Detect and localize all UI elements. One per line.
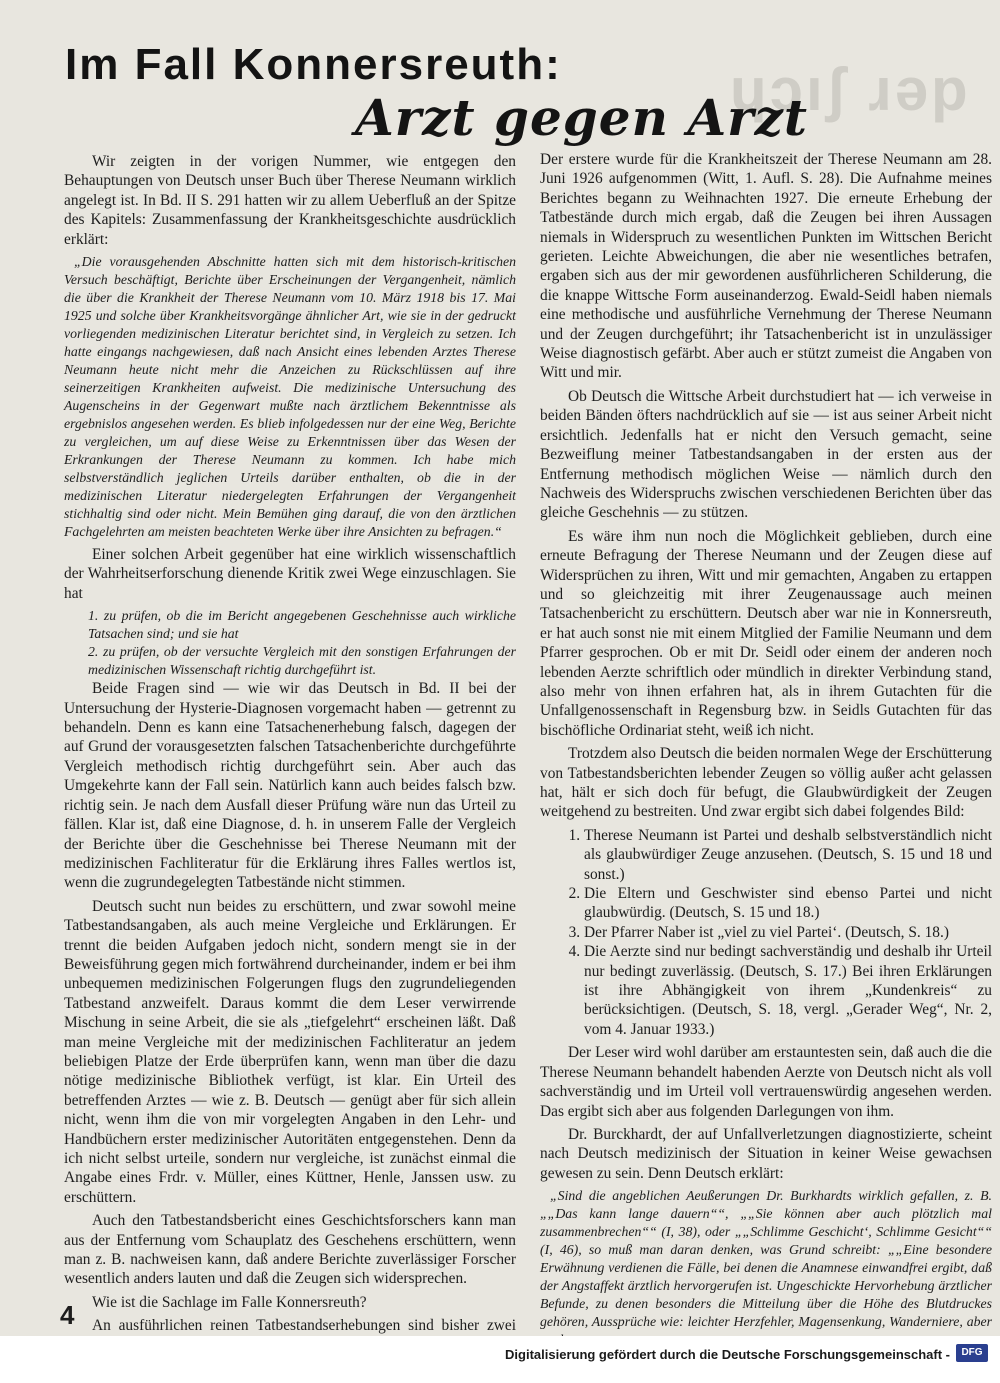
paragraph: Es wäre ihm nun noch die Möglichkeit geblieben, durch eine erneute Befragung der Therese Neumann und der Zeugen diese auf Widersprüchen zu ihren, Witt und mir gemachten, Angaben zu ertappen und so gleichzeitig mit ihrer Zeugenaussage auch meinen Tatsachenbericht zu erschüttern. Deutsch aber war nie in Konnersreuth, er hat auch sonst nie mit einem Mitglied der Familie Neumann und dem Pfarrer gesprochen. Ob er mit Dr. Seidl oder einem der anderen noch lebenden Aerzte schriftlich oder mündlich in direkter Verbindung stand, also mehr von ihnen erfahren hat, als in ihrem Gutachten für die Unfallgenossenschaft in Regensburg bzw. in Seidls Gutachten für das bischöfliche Ordinariat steht, weiß ich nicht. (540, 527, 992, 739)
condition-item: 1. zu prüfen, ob die im Bericht angegebenen Geschehnisse auch wirkliche Tatsachen sind; und sie hat (88, 608, 516, 642)
paragraph: Ob Deutsch die Wittsche Arbeit durchstudiert hat — ich verweise in beiden Bänden öfters nachdrücklich auf sie — ist aus seiner Arbeit nicht ersichtlich. Jedenfalls hat er nicht den Versuch gemacht, seine Bezweiflung meiner Tatbestandsangaben in der ersten aus der Entfernung methodisch möglichen Weise — nämlich durch den Nachweis des Widerspruchs zwischen verschiedenen Berichten über das gleiche Geschehnis — zu stützen. (540, 387, 992, 522)
paragraph: Trotzdem also Deutsch die beiden normalen Wege der Erschütterung von Tatbestandsberichten lebender Zeugen so völlig außer acht gelassen hat, hält er sich doch für befugt, die Glaubwürdigkeit der Zeugen weitgehend zu bestreiten. Und zwar ergibt sich dabei folgendes Bild: (540, 745, 992, 821)
article-subheadline: Arzt gegen Arzt (355, 88, 808, 147)
paragraph: Einer solchen Arbeit gegenüber hat eine wirklich wissenschaftlich der Wahrheitserforschung dienende Kritik zwei Wege einzuschlagen. Sie hat (64, 546, 516, 602)
page-number: 4 (60, 1300, 75, 1330)
paragraph: Beide Fragen sind — wie wir das Deutsch in Bd. II bei der Untersuchung der Hysterie-Diagnosen vorgemacht haben — getrennt zu behandeln. Denn es kann eine Tatsachenerhebung falsch, dagegen der auf Grund der vorausgesetzten falschen Tatsachenberichte durchgeführte Vergleich methodisch richtig durchgeführt sein. Aber auch das Umgekehrte kann der Fall sein. Natürlich kann auch beides falsch bzw. richtig sein. Je nach dem Ausfall dieser Prüfung wäre nun das Urteil zu fällen. Klar ist, daß eine Diagnose, d. h. in unserem Falle der Vergleich der Berichte über die Geschehnisse bei Therese Neumann mit der medizinischen Fachliteratur für die Erklärung ihres Falles wertlos ist, wenn die zugrundegelegten Tatbestände nicht stimmen. (64, 680, 516, 892)
paragraph: Der erstere wurde für die Krankheitszeit der Therese Neumann am 28. Juni 1926 aufgenommen (Witt, 1. Aufl. S. 28). Die Aufnahme meines Berichtes begann zu Weihnachten 1927. Die erneute Erhebung der Tatbestände durch mich ergab, daß die Zeugen bei ihren Aussagen niemals in Widerspruch zu wesentlichen Punkten im Wittschen Bericht gerieten. Leichte Abweichungen, die aber nie wesentliches betrafen, ergaben sich aus der mir gewordenen ausführlicheren Schilderung, die die knappe Wittsche Form auseinanderzog. Ewald-Seidl haben niemals eine methodische und ausführliche Vernehmung der Therese Neumann und der Zeugen durchgeführt; ihr Tatsachenbericht ist in unzulässiger Weise diagnostisch gefärbt. Aber auch er stützt zumeist die Angaben von Witt und mir. (540, 151, 992, 382)
condition-item: 2. zu prüfen, ob der versuchte Vergleich mit den sonstigen Erfahrungen der medizinischen Wissenschaft richtig durchgeführt ist. (88, 644, 516, 678)
block-quote: „Sind die angeblichen Aeußerungen Dr. Burkhardts wirklich gefallen, z. B. „„Das kann lange dauern““, „„Sie können aber auch plötzlich mal zusammenbrechen““ (I, 38), oder „„Schlimme Geschicht‘, Schlimme Gesicht““ (I, 46), so muß man daran denken, was Grund schreibt: „„Eine besondere Erwähnung verdienen die Fälle, bei denen die Anamnese einwandfrei ergibt, daß der Angstaffekt ärztlich hervorgerufen ist. Ungeschickte Hervorhebung ärztlicher Befunde, zu denen besonders die Mitteilung über die Höhe des Blutdruckes gehören, Aussprüche wie: leichter Herzfehler, Magensenkung, Wanderniere, aber (540, 1188, 992, 1330)
paragraph: Der Leser wird wohl darüber am erstauntesten sein, daß auch die die Therese Neumann behandelt habenden Aerzte von Deutsch nicht als voll sachverständig und im Urteil voll vertrauenswürdig angesehen werden. Das ergibt sich aber aus folgenden Darlegungen von ihm. (540, 1044, 992, 1120)
dfg-logo-icon: DFG (956, 1344, 988, 1362)
article-headline: Im Fall Konnersreuth: (65, 40, 562, 89)
block-quote: „Die vorausgehenden Abschnitte hatten sich mit dem historisch-kritischen Versuch beschäftigt, Berichte über Erscheinungen der Vergangenheit, nämlich die über die Krankheit der Therese Neumann vom 10. März 1918 bis 17. Mai 1925 und solche über Krankheitsvorgänge ähnlicher Art, wie sie in der gedruckt vorliegenden medizinischen Literatur berichtet sind, in Vergleich zu setzen. Ich hatte eingangs nachgewiesen, daß nach Ansicht eines lebenden Arztes Therese Neumann heute nicht mehr die Anzeichen zu Rückschlüssen auf ihre seinerzeitigen Krankheiten aufweist. Die medizinische Untersuchung des Augenscheins in der Gegenwart mußte nach ärztlichem Bekenntnisse als ergebnislos angesehen werden. Es blieb infolgedessen nur der eine Weg, Berichte zu vergleichen, um auf diese Weise zu Erkenntnissen über das Wesen der Erkrankungen der Therese Neumann zu kommen. Ich habe mich selbstverständlich jeglichen Urteils darüber enthalten, ob die in der medizinischen Literatur niedergelegten Erfahrungen der Vergangenheit stichhaltig sind oder nicht. Mein Bemühen ging darauf, die von den ärztlichen Fachgelehrten am meisten beachteten Werke über ihre Ansichten zu befragen.“ (64, 254, 516, 540)
list-item: 2. Die Eltern und Geschwister sind ebenso Partei und nicht glaubwürdig. (Deutsch, S. 15 und 18.) (584, 884, 992, 923)
paragraph: Dr. Burckhardt, der auf Unfallverletzungen diagnostizierte, scheint nach Deutsch medizinisch der Situation in keiner Weise gewachsen gewesen zu sein. Denn Deutsch erklärt: (540, 1125, 992, 1182)
list-item: 3. Der Pfarrer Naber ist „viel zu viel Partei‘. (Deutsch, S. 18.) (584, 923, 992, 942)
paragraph: Wir zeigten in der vorigen Nummer, wie entgegen den Behauptungen von Deutsch unser Buch über Therese Neumann wirklich angelegt ist. In Bd. II S. 291 hatten wir zu allem Ueberfluß an der Spitze des Kapitels: Zusammenfassung der Krankheitsgeschichte ausdrücklich erklärt: (64, 153, 516, 248)
numbered-list (540, 826, 992, 1039)
paragraph: Auch den Tatbestandsbericht eines Geschichtsforschers kann man aus der Entfernung vom Schauplatz des Geschehens erschüttern, wenn man z. B. nachweisen kann, daß andere Berichte zuverlässiger Forscher wesentlich anders lauten und daß die Zeugen sich widersprechen. (64, 1212, 516, 1288)
bleed-through-text: ɥɔıʃ ɹǝp (730, 56, 971, 123)
footer-credit-text: Digitalisierung gefördert durch die Deutsche Forschungsgemeinschaft - (505, 1347, 950, 1362)
paragraph: An ausführlichen reinen Tatbestandserhebungen sind bisher zwei (92, 1317, 516, 1335)
right-column (540, 150, 992, 1330)
paragraph: Wie ist die Sachlage im Falle Konnersreuth? (92, 1293, 367, 1311)
paragraph: Deutsch sucht nun beides zu erschüttern, und zwar sowohl meine Tatbestandsangaben, als auch meine Vergleiche und Erklärungen. Er trennt die beiden Aufgaben jedoch nicht, sondern mengt sie in der Beweisführung gegen mich fortwährend durcheinander, indem er bei ihm unbequemen medizinischen Folgerungen flugs den zugrundeliegenden Tatbestand anzweifelt. Daraus kommt die dem Leser verwirrende Mischung in seine Arbeit, die sie als „tiefgelehrt“ erscheinen läßt. Daß man meine Vergleiche mit der medizinischen Fachliteratur an jedem beliebigen Platze der Erde überprüfen kann, wenn man über die dazu nötige medizinische Bibliothek verfügt, ist klar. Ein Urteil des betreffenden Arztes — wie z. B. Deutsch — genügt aber für sich allein nicht, wenn ihm die von mir vorgelegten Angaben in den Lehr- und Handbüchern erster medizinischer Autoritäten entgegenstehen. Denn da ich nicht selbst urteile, sondern nur vergleiche, ist zunächst einmal die Angabe eines Frdr. v. Müller, eines Küttner, Henle, Janssen usw. zu erschüttern. (64, 897, 516, 1206)
left-column (64, 152, 516, 1335)
list-item: 4. Die Aerzte sind nur bedingt sachverständig und deshalb ihr Urteil nur bedingt zuverlässig. (Deutsch, S. 17.) Bei ihren Erklärungen ist ihre Abhängigkeit von ihrem „Kundenkreis“ zu berücksichtigen. (Deutsch, S. 18, vergl. „Gerader Weg“, Nr. 2, vom 4. Januar 1933.) (584, 942, 992, 1039)
list-item: 1. Therese Neumann ist Partei und deshalb selbstverständlich nicht als glaubwürdiger Zeuge anzusehen. (Deutsch, S. 15 und 18 und sonst.) (584, 826, 992, 884)
